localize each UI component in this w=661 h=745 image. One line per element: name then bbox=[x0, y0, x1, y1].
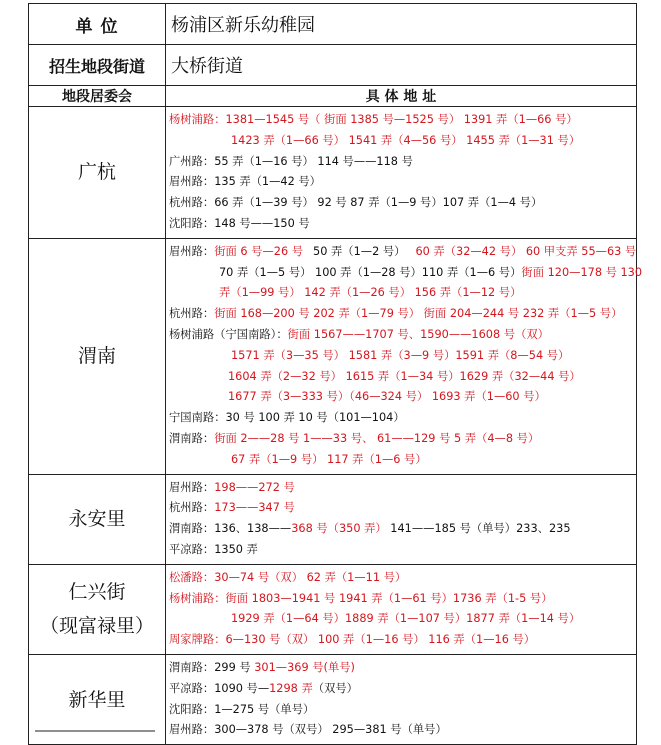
address-line: 平凉路：1090 号—1298 弄（双号） bbox=[169, 681, 358, 695]
address-line: 周家牌路：6—130 号（双） 100 弄（1—16 号） 116 弄（1—16 号） bbox=[169, 633, 536, 647]
table-row bbox=[29, 238, 637, 474]
address-line: 1677 弄（3—333 号）（46—324 号） 1693 弄（1—60 号） bbox=[228, 390, 546, 404]
address-cell bbox=[166, 564, 637, 654]
next-row-cutoff bbox=[28, 728, 637, 734]
address-line: 1571 弄（3—35 号） 1581 弄（3—9 号）1591 弄（8—54 号） bbox=[231, 348, 570, 362]
address-line: 眉州路：198——272 号 bbox=[169, 480, 295, 494]
address-line: 平凉路：1350 弄 bbox=[169, 542, 258, 556]
address-line: 1423 弄（1—66 号） 1541 弄（4—56 号） 1455 弄（1—31 号） bbox=[231, 133, 581, 147]
address-line: 70 弄（1—5 号） 100 弄（1—28 号）110 弄（1—6 号）街面 120—178 号 130 bbox=[219, 265, 643, 279]
address-line: 沈阳路：148 号——150 号 bbox=[169, 216, 310, 230]
table-row bbox=[29, 564, 637, 654]
table-row bbox=[29, 474, 637, 564]
address-cell bbox=[166, 107, 637, 239]
address-line: 宁国南路：30 号 100 弄 10 号（101—104） bbox=[169, 411, 405, 425]
street-label: 招生地段街道 bbox=[29, 45, 166, 86]
street-value: 大桥街道 bbox=[166, 45, 637, 86]
unit-label: 单 位 bbox=[29, 4, 166, 45]
address-line: 沈阳路：1—275 号（单号） bbox=[169, 702, 315, 716]
column-header-district: 地段居委会 bbox=[29, 86, 166, 107]
unit-value: 杨浦区新乐幼稚园 bbox=[166, 4, 637, 45]
address-line: 广州路：55 弄（1—16 号） 114 号——118 号 bbox=[169, 154, 413, 168]
cutoff-text-fragment bbox=[35, 730, 155, 734]
address-line: 杭州路：66 弄（1—39 号） 92 号 87 弄（1—9 号）107 弄（1—4 号） bbox=[169, 196, 543, 210]
address-line: 杭州路：街面 168—200 号 202 弄（1—79 号） 街面 204—244 号 232 弄（1—5 号） bbox=[169, 307, 623, 321]
address-line: 渭南路：136、138——368 号（350 弄） 141——185 号（单号）233、235 bbox=[169, 522, 571, 536]
column-header-row bbox=[29, 86, 637, 107]
address-line: 眉州路：街面 6 号—26 号 50 弄（1—2 号） 60 弄（32—42 号） 60 甲支弄 55—63 号 bbox=[169, 244, 637, 258]
school-row bbox=[29, 4, 637, 45]
district-name: 新华里 bbox=[29, 654, 166, 744]
address-line: 1604 弄（2—32 号） 1615 弄（1—34 号）1629 弄（32—44 号） bbox=[228, 369, 581, 383]
address-line: 1929 弄（1—64 号）1889 弄（1—107 号）1877 弄（1—14 号） bbox=[231, 612, 581, 626]
district-name-secondary: （现富禄里） bbox=[39, 615, 154, 638]
column-header-address: 具 体 地 址 bbox=[166, 86, 637, 107]
address-line: 杨树浦路：1381—1545 号（ 街面 1385 号—1525 号） 1391 弄（1—66 号） bbox=[169, 113, 578, 126]
district-name-primary: 仁兴街 bbox=[68, 581, 126, 604]
address-line: 渭南路：299 号 301—369 号(单号) bbox=[169, 660, 355, 674]
address-line: 杨树浦路：街面 1803—1941 号 1941 弄（1—61 号）1736 弄（1-5 号） bbox=[169, 591, 553, 605]
address-line: 松潘路：30—74 号（双） 62 弄（1—11 号） bbox=[169, 570, 407, 584]
address-line: 渭南路：街面 2——28 号 1——33 号、 61——129 号 5 弄（4—8 号） bbox=[169, 431, 540, 445]
address-cell bbox=[166, 238, 643, 474]
enrollment-table bbox=[28, 3, 643, 745]
district-name: 广杭 bbox=[29, 107, 166, 239]
address-line: 杭州路：173——347 号 bbox=[169, 501, 295, 515]
district-name bbox=[29, 564, 166, 654]
district-name: 永安里 bbox=[29, 474, 166, 564]
address-line: 弄（1—99 号） 142 弄（1—26 号） 156 弄（1—12 号） bbox=[219, 286, 522, 300]
address-line: 眉州路：135 弄（1—42 号） bbox=[169, 175, 321, 189]
address-line: 67 弄（1—9 号） 117 弄（1—6 号） bbox=[231, 452, 427, 466]
address-line: 眉州路：300—378 号（双号） 295—381 号（单号） bbox=[169, 723, 447, 737]
table-row bbox=[29, 107, 637, 239]
street-row bbox=[29, 45, 637, 86]
address-line: 杨树浦路（宁国南路）：街面 1567——1707 号、1590——1608 号（双） bbox=[169, 327, 549, 341]
address-cell bbox=[166, 474, 637, 564]
district-name: 渭南 bbox=[29, 238, 166, 474]
